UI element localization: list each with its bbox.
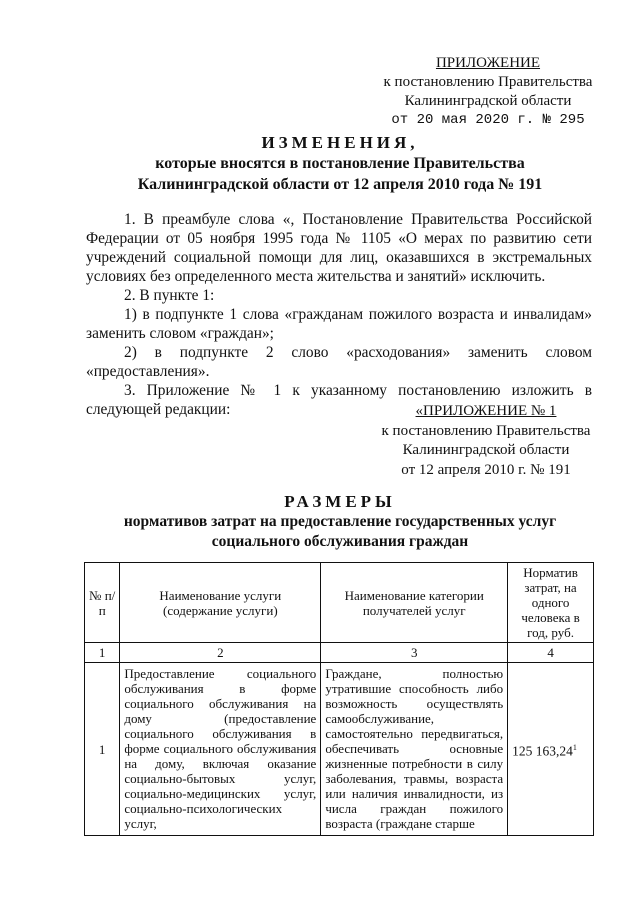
row-service: Предоставление социального обслуживания в форме социального обслуживания на дому (предоставление социального обслуживания в форме социального обслуживания на дому, включая оказание социально-бытовых услуг, социально-медицинских услуг, социально-психологических услуг, xyxy=(124,666,317,831)
column-number-1: 1 xyxy=(85,643,120,663)
appendix-header xyxy=(358,54,618,130)
row-service-cell xyxy=(120,663,321,836)
row-category-cell xyxy=(321,663,508,836)
body-text xyxy=(86,210,592,419)
appendix-title: ПРИЛОЖЕНИЕ xyxy=(435,55,541,71)
changes-title: ИЗМЕНЕНИЯ, xyxy=(261,133,419,152)
sizes-heading xyxy=(90,492,590,552)
quoted-appendix-title: «ПРИЛОЖЕНИЕ № 1 xyxy=(415,403,557,419)
row-cost-cell xyxy=(508,663,594,836)
row-category: Граждане, полностью утратившие способность либо возможность осуществлять самообслуживание, самостоятельно передвигаться, обеспечивать основные жизненные потребности в силу заболевания, травмы, возраста или наличия инвалидности, из числа граждан пожилого возраста (граждане старше xyxy=(325,666,504,831)
paragraph-3: 1) в подпункте 1 слова «гражданам пожилого возраста и инвалидам» заменить словом «граждан»; xyxy=(86,306,592,342)
appendix-line-2: Калининградской области xyxy=(404,93,572,109)
quoted-appendix-header xyxy=(366,402,606,480)
table-row xyxy=(85,663,594,836)
sizes-title: РАЗМЕРЫ xyxy=(284,492,396,511)
row-cost-footnote: 1 xyxy=(572,742,577,752)
changes-heading xyxy=(100,132,580,195)
column-number-2: 2 xyxy=(120,643,321,663)
table-header-row xyxy=(85,563,594,643)
row-number: 1 xyxy=(85,663,120,836)
norms-table xyxy=(84,562,594,836)
sizes-subtitle-1: нормативов затрат на предоставление государственных услуг xyxy=(123,513,557,530)
header-category: Наименование категории получателей услуг xyxy=(321,563,508,643)
table-column-numbers-row xyxy=(85,643,594,663)
quoted-appendix-line-1: к постановлению Правительства xyxy=(381,422,591,439)
header-number: № п/п xyxy=(85,563,120,643)
quoted-appendix-line-2: Калининградской области xyxy=(402,442,570,458)
column-number-3: 3 xyxy=(321,643,508,663)
quoted-appendix-line-3: от 12 апреля 2010 г. № 191 xyxy=(401,461,571,478)
paragraph-1: 1. В преамбуле слова «, Постановление Правительства Российской Федерации от 05 ноября 1995 года № 1105 «О мерах по развитию сети учреждений социальной помощи для лиц, оказавшихся в экстремальных условиях без определенного места жительства и занятий» исключить. xyxy=(86,211,592,285)
changes-subtitle-1: которые вносятся в постановление Правительства xyxy=(155,155,525,172)
header-service: Наименование услуги (содержание услуги) xyxy=(120,563,321,643)
paragraph-2: 2. В пункте 1: xyxy=(124,287,215,304)
appendix-date: от 20 мая 2020 г. № 295 xyxy=(391,112,585,128)
paragraph-4: 2) в подпункте 2 слово «расходования» заменить словом «предоставления». xyxy=(86,344,592,380)
row-cost: 125 163,24 xyxy=(512,743,573,759)
header-cost: Норматив затрат, на одного человека в год, руб. xyxy=(508,563,594,643)
paragraph-5: 3. Приложение № 1 к указанному постановлению изложить в следующей редакции: xyxy=(86,382,592,418)
changes-subtitle-2: Калининградской области от 12 апреля 2010 года № 191 xyxy=(137,176,543,193)
sizes-subtitle-2: социального обслуживания граждан xyxy=(211,533,469,550)
appendix-line-1: к постановлению Правительства xyxy=(383,74,593,90)
column-number-4: 4 xyxy=(508,643,594,663)
